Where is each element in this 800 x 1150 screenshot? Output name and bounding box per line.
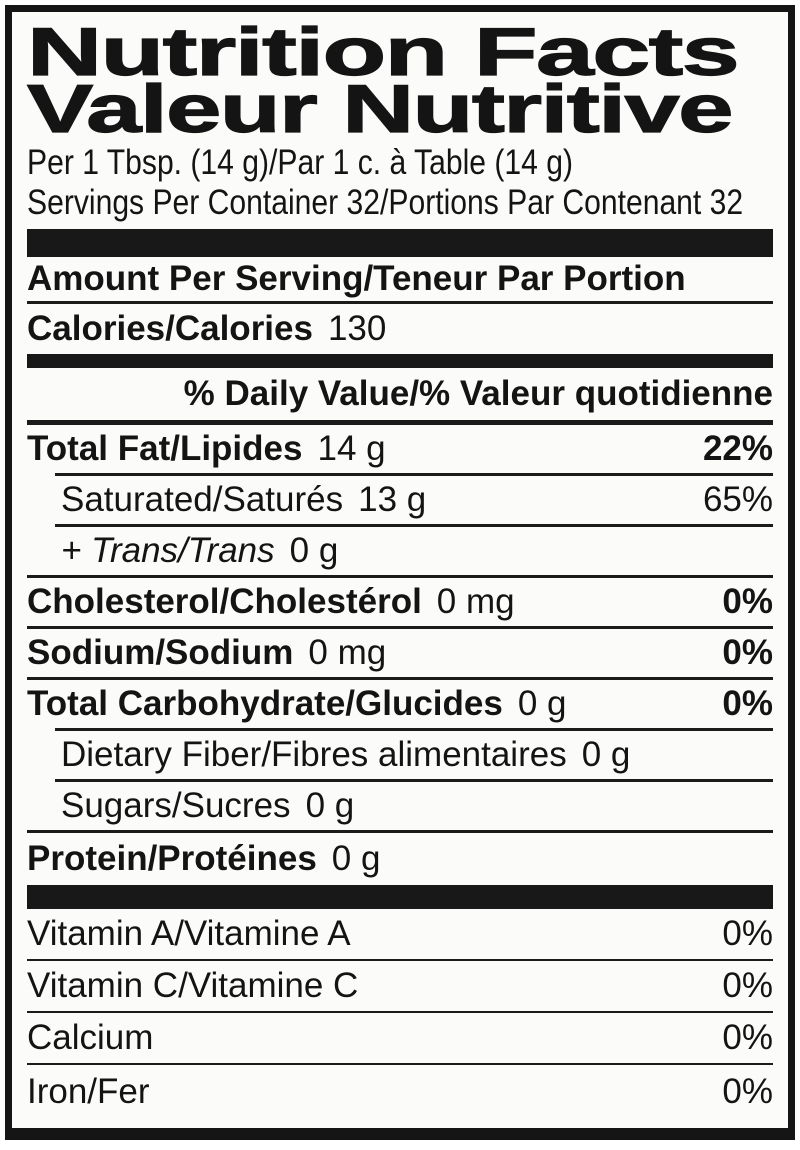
nutrient-label: Cholesterol/Cholestérol [27, 582, 422, 621]
servings-per-container-line: Servings Per Container 32/Portions Par Contenant 32 [27, 183, 744, 222]
daily-value-header: % Daily Value/% Valeur quotidienne [183, 374, 773, 413]
nutrient-row-dietary-fiber [27, 731, 773, 779]
nutrient-daily-value: 0% [722, 684, 773, 723]
title-french-line [27, 71, 773, 147]
micronutrient-daily-value: 0% [722, 1072, 773, 1111]
nutrient-row-sodium [27, 629, 773, 677]
nutrient-label: Protein/Protéines [27, 839, 317, 878]
nutrient-row-total-carbohydrate [27, 680, 773, 728]
nutrient-label: + Trans/Trans [61, 531, 275, 570]
nutrient-amount: 13 g [358, 480, 427, 519]
nutrient-label: Dietary Fiber/Fibres alimentaires [61, 735, 567, 774]
nutrient-row-protein [27, 833, 773, 885]
nutrient-label: Total Fat/Lipides [27, 429, 303, 468]
micronutrient-label: Calcium [27, 1018, 154, 1057]
nutrient-amount: 0 g [517, 684, 567, 723]
serving-size-line: Per 1 Tbsp. (14 g)/Par 1 c. à Table (14 g) [27, 143, 573, 182]
micronutrient-label: Vitamin A/Vitamine A [27, 914, 351, 953]
micronutrient-daily-value: 0% [722, 1018, 773, 1057]
calories-label: Calories/Calories [27, 309, 313, 348]
micronutrient-label: Iron/Fer [27, 1072, 150, 1111]
separator-bar-top [27, 229, 773, 257]
micronutrient-row-vitamin-c [27, 961, 773, 1011]
nutrient-daily-value: 0% [722, 633, 773, 672]
micronutrient-row-vitamin-a [27, 909, 773, 959]
nutrient-row-cholesterol [27, 578, 773, 626]
nutrient-row-trans-fat [27, 527, 773, 575]
nutrient-label: Total Carbohydrate/Glucides [27, 684, 503, 723]
separator-bar-mid [27, 354, 773, 368]
nutrient-row-saturated-fat [27, 476, 773, 524]
micronutrient-row-calcium [27, 1013, 773, 1063]
nutrient-daily-value: 22% [702, 429, 773, 468]
nutrient-daily-value: 65% [702, 480, 773, 519]
nutrient-row-sugars [27, 782, 773, 830]
micronutrient-daily-value: 0% [722, 966, 773, 1005]
nutrient-label: Sugars/Sucres [61, 786, 291, 825]
nutrient-amount: 0 mg [308, 633, 387, 672]
nutrient-row-total-fat [27, 425, 773, 473]
nutrient-daily-value: 0% [722, 582, 773, 621]
nutrient-amount: 0 g [289, 531, 339, 570]
nutrient-amount: 14 g [317, 429, 386, 468]
nutrient-amount: 0 g [305, 786, 355, 825]
separator-bar-bottom [27, 885, 773, 909]
micronutrient-row-iron [27, 1065, 773, 1119]
nutrient-amount: 0 g [581, 735, 631, 774]
calories-value: 130 [327, 309, 387, 348]
micronutrient-label: Vitamin C/Vitamine C [27, 966, 359, 1005]
nutrient-label: Sodium/Sodium [27, 633, 294, 672]
nutrient-label: Saturated/Saturés [61, 480, 344, 519]
micronutrient-daily-value: 0% [722, 914, 773, 953]
label-header [27, 12, 773, 223]
title-english: Nutrition Facts [27, 14, 739, 90]
nutrition-facts-label [5, 5, 795, 1140]
calories-row [27, 304, 773, 354]
title-french: Valeur Nutritive [27, 71, 732, 147]
nutrient-amount: 0 mg [436, 582, 515, 621]
amount-per-serving-header: Amount Per Serving/Teneur Par Portion [27, 259, 686, 298]
nutrient-amount: 0 g [331, 839, 381, 878]
